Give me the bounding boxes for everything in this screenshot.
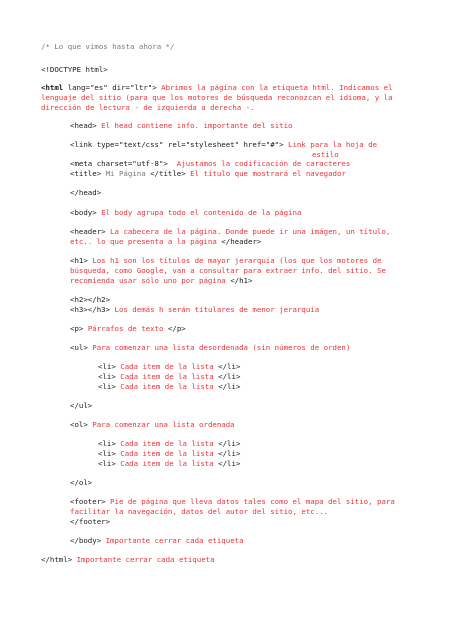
code-text: <li> bbox=[98, 382, 121, 391]
code-text: <li> bbox=[98, 449, 121, 458]
code-text: </li> bbox=[213, 449, 241, 458]
code-line bbox=[70, 188, 101, 198]
code-line bbox=[70, 305, 319, 315]
code-text: </footer> bbox=[70, 517, 111, 526]
code-text: <h2></h2> bbox=[70, 295, 111, 304]
code-text: <header> bbox=[70, 227, 111, 236]
code-text: <link type="text/css" rel="stylesheet" href="#"> bbox=[70, 140, 289, 149]
code-text: <head> bbox=[70, 121, 102, 130]
code-line bbox=[98, 439, 240, 449]
comment-text: Cada item de la lista bbox=[120, 459, 214, 468]
code-text: </h1> bbox=[230, 276, 253, 285]
code-line bbox=[70, 237, 261, 247]
comment-text: Link para la hoja de bbox=[288, 140, 378, 149]
comment-text: El head contiene info. importante del sitio bbox=[101, 121, 293, 130]
code-text: <li> bbox=[98, 459, 121, 468]
code-line bbox=[70, 507, 328, 517]
code-line bbox=[70, 324, 186, 334]
code-text: <title> bbox=[70, 169, 106, 178]
comment-text: Para comenzar una lista ordenada bbox=[92, 420, 235, 429]
code-text: <li> bbox=[98, 362, 121, 371]
code-text: <meta charset="utf-8"> bbox=[70, 159, 177, 168]
code-text: </li> bbox=[213, 439, 241, 448]
code-line bbox=[41, 555, 215, 565]
code-line bbox=[70, 169, 346, 179]
code-line bbox=[41, 103, 255, 113]
code-text: <h1> bbox=[70, 256, 93, 265]
comment-text: Cada item de la lista bbox=[120, 439, 214, 448]
comment-text: Pie de página que lleva datos tales como el mapa del sitio, para bbox=[110, 497, 395, 506]
code-text: </li> bbox=[213, 362, 241, 371]
code-line bbox=[70, 497, 395, 507]
code-line bbox=[70, 536, 244, 546]
code-text: </title> bbox=[145, 169, 191, 178]
code-text: lang="es" dir="ltr"> bbox=[63, 83, 162, 92]
code-text: </header> bbox=[221, 237, 262, 246]
code-line bbox=[98, 459, 240, 469]
code-text: <ol> bbox=[70, 420, 93, 429]
code-line bbox=[41, 93, 393, 103]
code-line bbox=[70, 478, 92, 488]
comment-text: Cada item de la lista bbox=[120, 362, 214, 371]
muted-text: Mi Página bbox=[105, 169, 146, 178]
code-text: </head> bbox=[70, 188, 102, 197]
code-text: </li> bbox=[213, 382, 241, 391]
comment-text: El título que mostrará el navegador bbox=[190, 169, 346, 178]
comment-text: Párrafos de texto bbox=[87, 324, 164, 333]
code-line bbox=[98, 449, 240, 459]
comment-text: etc.. lo que presenta a la página bbox=[70, 237, 222, 246]
code-line bbox=[70, 140, 377, 150]
comment-text: El body agrupa todo el contenido de la página bbox=[101, 208, 302, 217]
code-line bbox=[41, 83, 393, 93]
code-text: <html bbox=[41, 83, 64, 92]
code-line bbox=[70, 227, 390, 237]
code-line bbox=[70, 401, 92, 411]
comment-text: estilo bbox=[312, 150, 339, 159]
code-text: <!DOCTYPE html> bbox=[41, 65, 108, 74]
code-line bbox=[70, 420, 235, 430]
code-line bbox=[70, 517, 110, 527]
comment-text: recomienda usar sólo uno por página bbox=[70, 276, 231, 285]
code-text: </li> bbox=[213, 459, 241, 468]
code-line bbox=[70, 343, 350, 353]
code-text: <body> bbox=[70, 208, 102, 217]
comment-text: dirección de lectura - de izquierda a derecha -. bbox=[41, 103, 255, 112]
code-line bbox=[98, 362, 240, 372]
code-text: </html> bbox=[41, 555, 77, 564]
code-text: <ul> bbox=[70, 343, 93, 352]
muted-text: /* Lo que vimos hasta ahora */ bbox=[41, 42, 175, 51]
code-line bbox=[70, 208, 301, 218]
code-text: </ol> bbox=[70, 478, 93, 487]
comment-text: lenguaje del sitio (para que los motores de búsqueda reconozcan el idioma, y la bbox=[41, 93, 393, 102]
code-text: </li> bbox=[213, 372, 241, 381]
code-text: </body> bbox=[70, 536, 106, 545]
comment-text: Importante cerrar cada etiqueta bbox=[105, 536, 244, 545]
code-line bbox=[41, 65, 108, 75]
code-text: <li> bbox=[98, 439, 121, 448]
code-line bbox=[70, 159, 350, 169]
code-line bbox=[98, 372, 240, 382]
code-line bbox=[98, 382, 240, 392]
comment-text: Cada item de la lista bbox=[120, 382, 214, 391]
comment-text: Para comenzar una lista desordenada (sin números de orden) bbox=[92, 343, 351, 352]
code-text: <p> bbox=[70, 324, 88, 333]
code-text: <h3></h3> bbox=[70, 305, 115, 314]
comment-text: búsqueda, como Google, van a consultar para extraer info. del sitio. Se bbox=[70, 266, 386, 275]
code-line bbox=[70, 121, 293, 131]
code-line bbox=[41, 42, 175, 52]
comment-text: Los h1 son los títulos de mayor jerarquía (los que los motores de bbox=[92, 256, 382, 265]
code-text: <li> bbox=[98, 372, 121, 381]
comment-text: Ajustamos la codificación de caracteres bbox=[176, 159, 351, 168]
comment-text: La cabecera de la página. Donde puede ir una imágen, un título, bbox=[110, 227, 391, 236]
code-line bbox=[70, 266, 386, 276]
code-line bbox=[70, 276, 252, 286]
code-line bbox=[70, 295, 110, 305]
code-text: </ul> bbox=[70, 401, 93, 410]
comment-text: Cada item de la lista bbox=[120, 449, 214, 458]
comment-text: Los demás h serán titulares de menor jerarquía bbox=[114, 305, 320, 314]
comment-text: facilitar la navegación, datos del autor del sitio, etc... bbox=[70, 507, 329, 516]
comment-text: Abrimos la página con la etiqueta html. Indicamos el bbox=[161, 83, 393, 92]
code-line bbox=[70, 256, 381, 266]
code-text: </p> bbox=[163, 324, 186, 333]
comment-text: Importante cerrar cada etiqueta bbox=[76, 555, 215, 564]
code-text: <footer> bbox=[70, 497, 111, 506]
comment-text: Cada item de la lista bbox=[120, 372, 214, 381]
